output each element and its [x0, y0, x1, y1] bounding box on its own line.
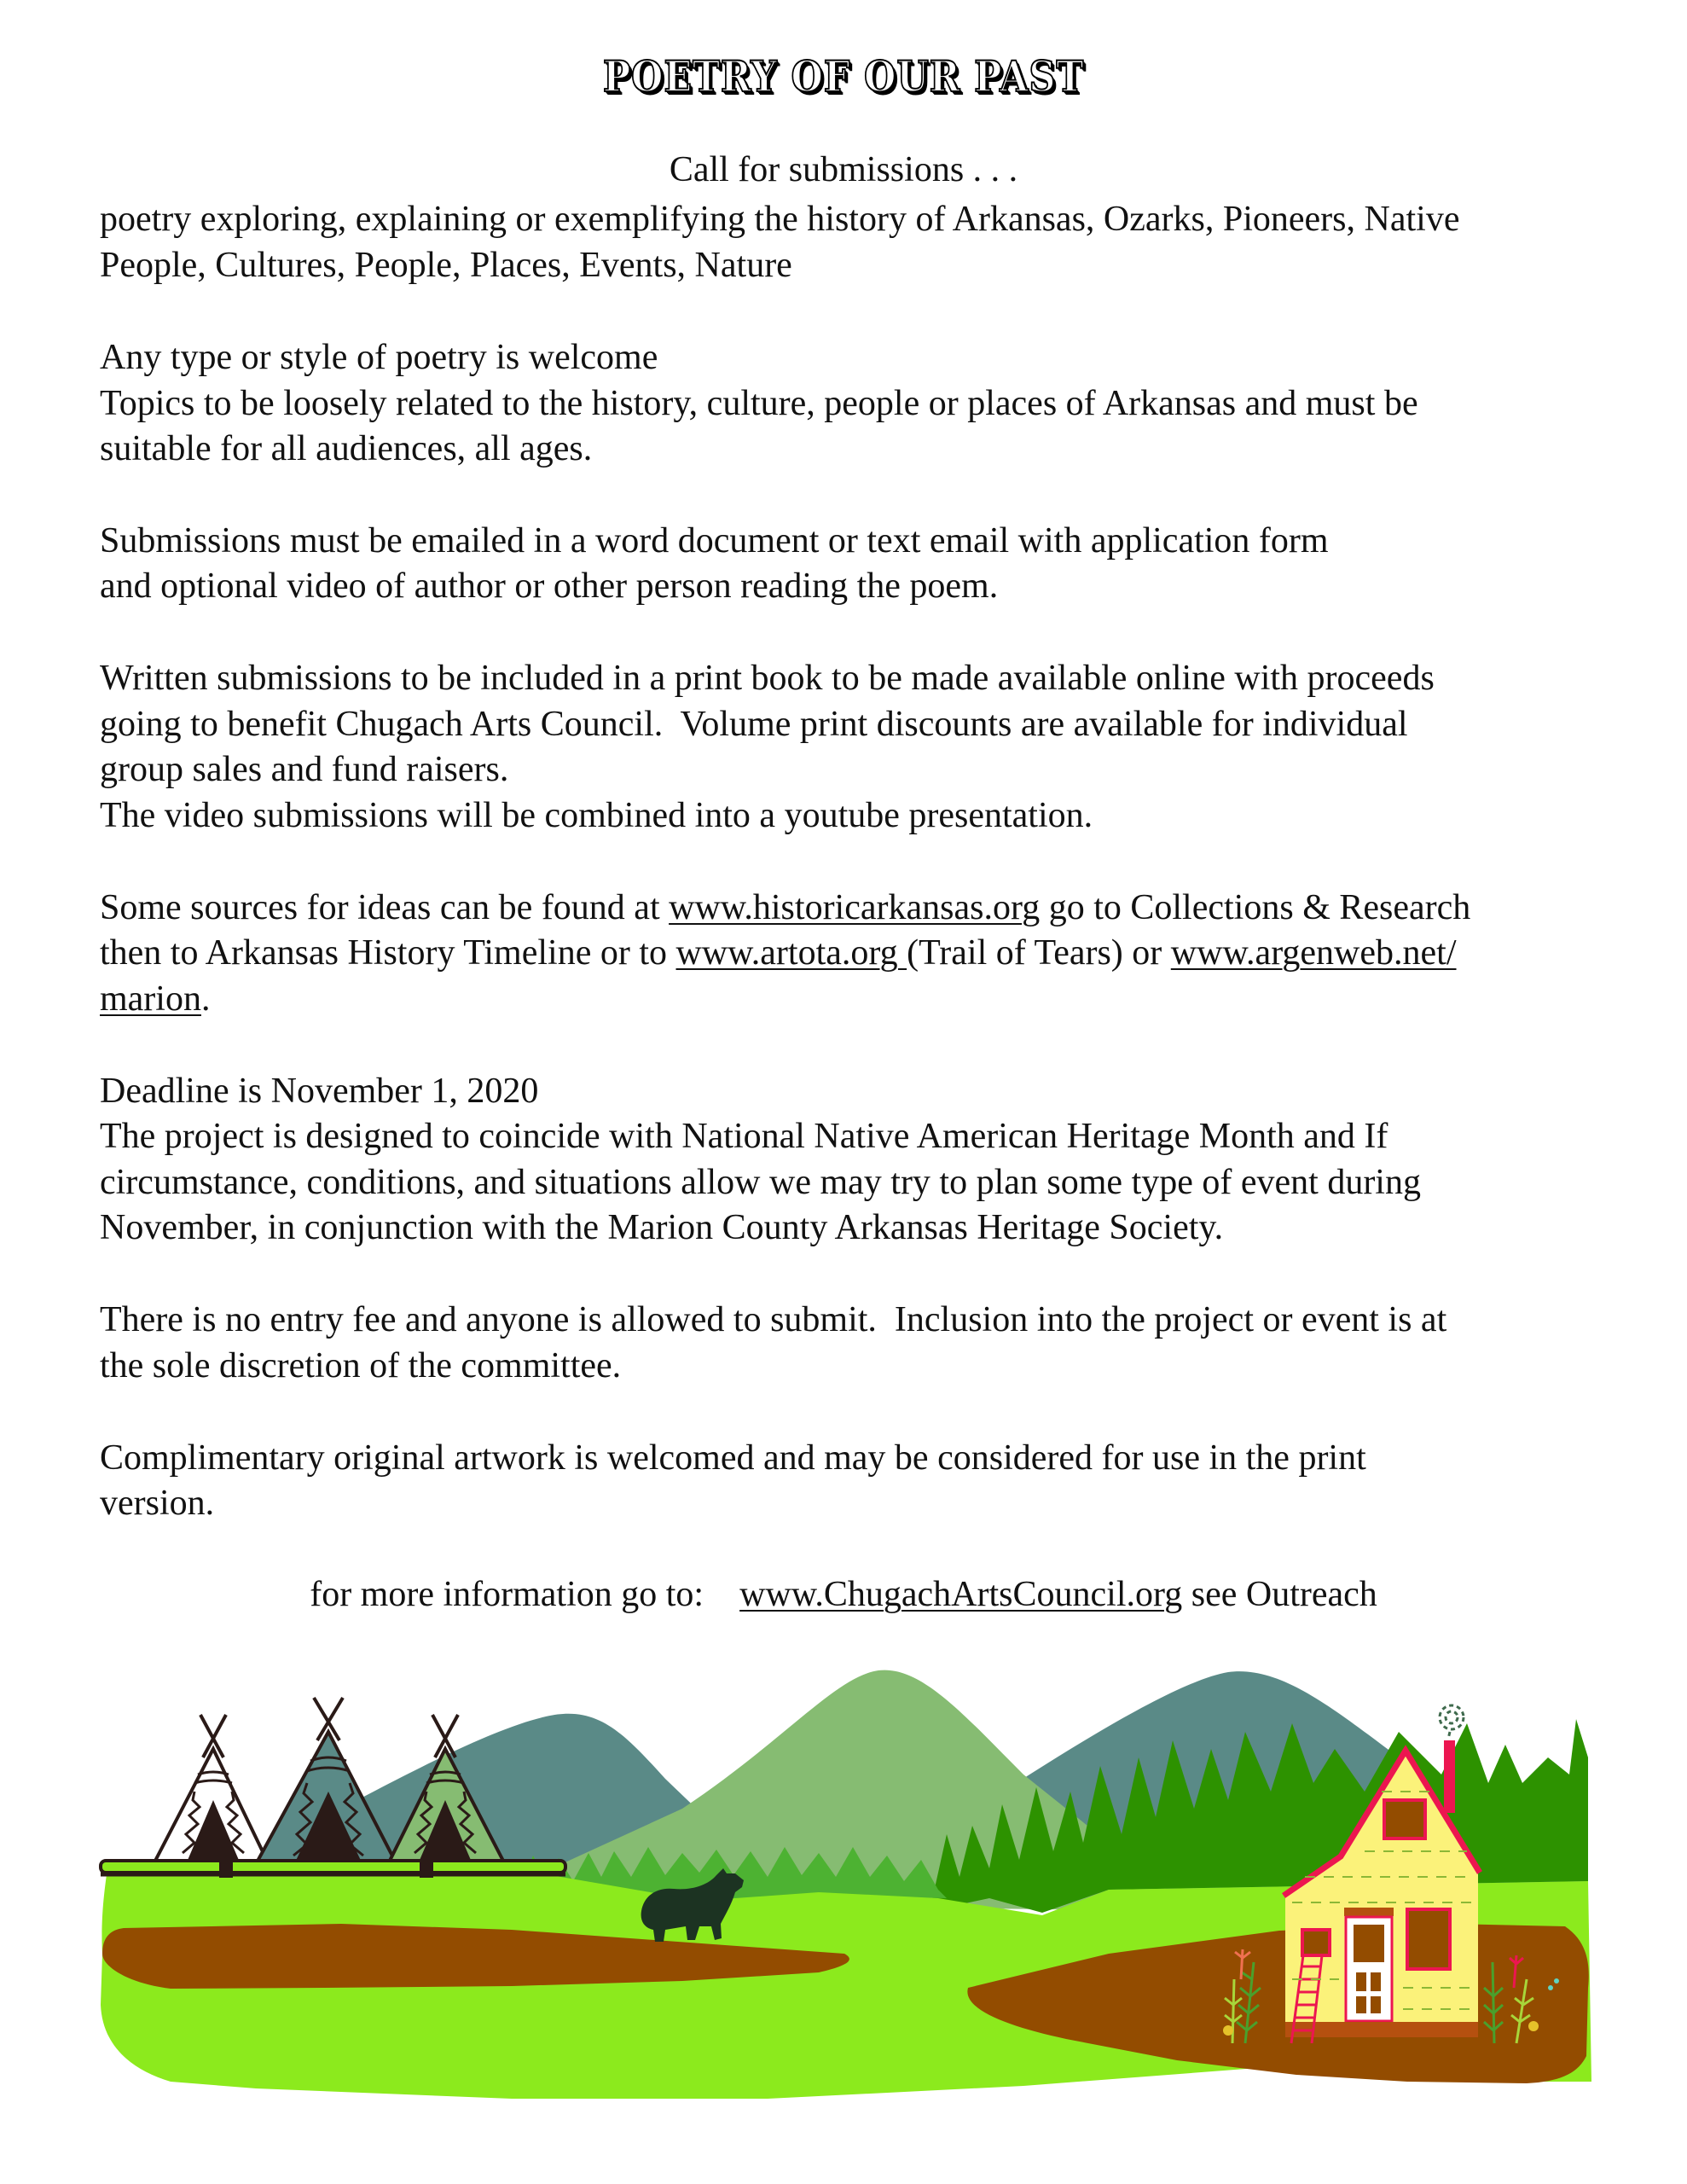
- publication-line-1: Written submissions to be included in a print book to be made available online with proceeds: [100, 659, 1435, 698]
- sources-line-1: [100, 885, 1470, 931]
- teepee-1: [154, 1715, 269, 1864]
- teepee-2: [256, 1698, 397, 1864]
- chugach-arts-council-link[interactable]: www.ChugachArtsCouncil.org: [739, 1575, 1183, 1614]
- sources-line-2: [100, 930, 1457, 976]
- intro-line-1: poetry exploring, explaining or exemplifying the history of Arkansas, Ozarks, Pioneers, Native: [100, 200, 1460, 239]
- deadline-line: Deadline is November 1, 2020: [100, 1072, 539, 1111]
- fee-line-1: There is no entry fee and anyone is allowed to submit. Inclusion into the project or event is at: [100, 1300, 1447, 1339]
- argenweb-link-continued[interactable]: marion: [100, 979, 201, 1019]
- artwork-line-1: Complimentary original artwork is welcomed and may be considered for use in the print: [100, 1438, 1366, 1478]
- sources-text: (Trail of Tears) or: [907, 933, 1171, 973]
- style-line-1: Any type or style of poetry is welcome: [100, 338, 658, 377]
- sources-text: .: [200, 979, 211, 1019]
- submission-line-2: and optional video of author or other person reading the poem.: [100, 566, 999, 606]
- page-title: POETRY OF OUR PAST: [602, 51, 1085, 102]
- right-window: [1407, 1909, 1450, 1969]
- publication-line-4: The video submissions will be combined into a youtube presentation.: [100, 796, 1093, 835]
- project-line-1: The project is designed to coincide with National Native American Heritage Month and If: [100, 1117, 1388, 1156]
- smoke-spiral: [1440, 1705, 1464, 1739]
- argenweb-link[interactable]: www.argenweb.net/: [1170, 933, 1457, 973]
- landscape-illustration: [0, 1621, 1687, 2184]
- project-line-3: November, in conjunction with the Marion County Arkansas Heritage Society.: [100, 1208, 1224, 1247]
- publication-line-2: going to benefit Chugach Arts Council. Volume print discounts are available for individual: [100, 705, 1408, 744]
- publication-line-3: group sales and fund raisers.: [100, 750, 509, 789]
- submission-line-1: Submissions must be emailed in a word document or text email with application form: [100, 521, 1329, 561]
- sources-text: then to Arkansas History Timeline or to: [100, 933, 676, 973]
- sources-line-3: [100, 976, 210, 1022]
- style-line-2: Topics to be loosely related to the history, culture, people or places of Arkansas and must be: [100, 384, 1418, 423]
- upper-window: [1384, 1800, 1425, 1838]
- sources-text: go to Collections & Research: [1040, 888, 1471, 927]
- more-info-text: for more information go to:: [310, 1575, 740, 1614]
- style-line-3: suitable for all audiences, all ages.: [100, 429, 593, 468]
- teepee-log: [101, 1861, 565, 1873]
- left-window: [1302, 1930, 1330, 1955]
- project-line-2: circumstance, conditions, and situations allow we may try to plan some type of event during: [100, 1163, 1421, 1202]
- sources-text: Some sources for ideas can be found at: [100, 888, 670, 927]
- artwork-line-2: version.: [100, 1484, 215, 1523]
- fee-line-2: the sole discretion of the committee.: [100, 1346, 622, 1385]
- intro-line-2: People, Cultures, People, Places, Events, Nature: [100, 246, 792, 285]
- artota-link[interactable]: www.artota.org: [675, 933, 907, 973]
- more-info-line: [0, 1571, 1687, 1618]
- subtitle: Call for submissions . . .: [669, 150, 1018, 189]
- more-info-text: see Outreach: [1182, 1575, 1377, 1614]
- chimney: [1444, 1740, 1455, 1813]
- historicarkansas-link[interactable]: www.historicarkansas.org: [669, 888, 1041, 927]
